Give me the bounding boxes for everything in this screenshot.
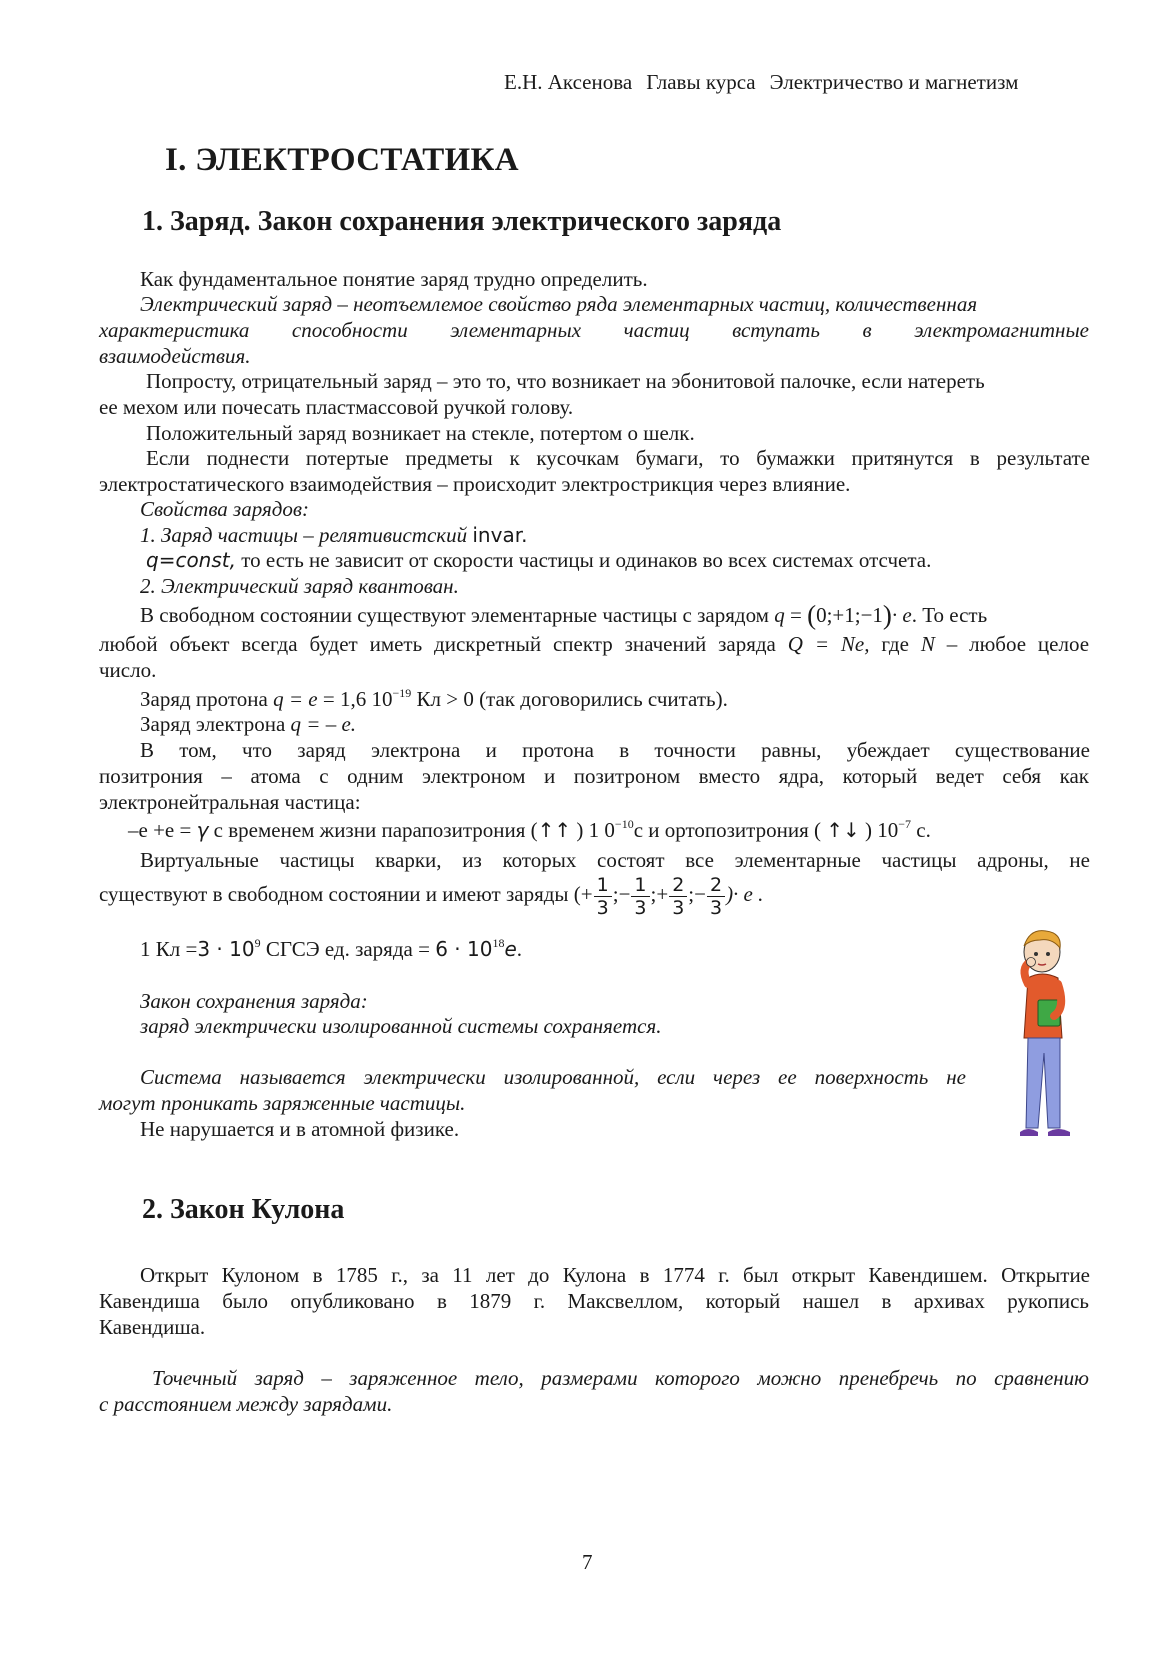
quark-charge-sign: +	[656, 882, 669, 906]
definition-line-2: характеристика способности элементарных частиц вступать в электромагнитные	[99, 318, 1089, 342]
proton-exponent: −19	[392, 686, 412, 700]
quark-charge-fraction	[594, 874, 612, 919]
quarks-line-2	[99, 870, 1089, 919]
invar-term: invar.	[472, 523, 528, 547]
spectrum-where: где	[881, 632, 909, 656]
orthopositronium-lifetime: ) 10	[865, 818, 899, 842]
section-1-title: 1. Заряд. Закон сохранения электрического заряда	[142, 206, 782, 237]
point-charge-line-1: Точечный заряд – заряженное тело, размерами которого можно пренебречь по сравнению	[152, 1366, 1089, 1390]
annihilation-reaction: –e +e =	[128, 818, 192, 842]
fraction-separator: ;	[612, 882, 619, 906]
fraction-numerator: 2	[707, 874, 725, 897]
quantization-line	[140, 602, 1090, 629]
positive-charge-text: Положительный заряд возникает на стекле, потертом о шелк.	[146, 421, 695, 445]
quark-charge-fraction	[669, 874, 687, 919]
spectrum-end: число.	[99, 658, 157, 682]
electron-formula: q = – e.	[290, 712, 357, 736]
fraction-denominator: 3	[596, 896, 609, 919]
page-number: 7	[582, 1550, 593, 1574]
quark-charges	[580, 873, 726, 919]
positronium-line-1: В том, что заряд электрона и протона в точности равны, убеждает существование	[140, 738, 1090, 762]
spectrum-formula: Q = Ne,	[787, 632, 870, 656]
isolated-system-line-1: Система называется электрически изолированной, если через ее поверхность не	[140, 1065, 966, 1089]
property-1	[140, 522, 1090, 549]
quarks-text: существуют в свободном состоянии и имеют заряды (	[99, 882, 581, 906]
header-course-title: Электричество и магнетизм	[769, 70, 1019, 94]
lifetime-unit: с.	[916, 818, 931, 842]
proton-note: Кл > 0 (так договорились считать).	[416, 687, 728, 711]
conservation-law-title: Закон сохранения заряда:	[140, 989, 368, 1013]
positronium-line-2: позитрония – атома с одним электроном и позитроном вместо ядра, который ведет себя как	[99, 764, 1089, 788]
point-charge-line-2: с расстоянием между зарядами.	[99, 1392, 393, 1416]
spectrum-line	[99, 631, 1089, 658]
annihilation-line	[128, 817, 1118, 844]
history-line-2: Кавендиша было опубликовано в 1879 г. Максвеллом, который нашел в архивах рукопись	[99, 1289, 1089, 1313]
history-line-1: Открыт Кулоном в 1785 г., за 11 лет до Кулона в 1774 г. был открыт Кавендишем. Открытие	[140, 1263, 1090, 1287]
parapositronium-lifetime: ) 1 0	[576, 818, 615, 842]
paragraph-intro: Как фундаментальное понятие заряд трудно определить.	[140, 267, 648, 291]
orthopositronium-text: с и ортопозитрония (	[633, 818, 821, 842]
running-header	[504, 70, 1018, 95]
unit-period: .	[516, 937, 522, 961]
unit-e-value: 6 · 10	[435, 937, 493, 961]
unit-e-symbol: e	[504, 937, 517, 961]
fraction-denominator: 3	[634, 896, 647, 919]
quark-charge-fraction	[631, 874, 649, 919]
negative-charge-line-2: ее мехом или почесать пластмассовой ручкой голову.	[99, 395, 574, 419]
ortho-exponent: −7	[898, 817, 912, 831]
quark-charge-fraction	[707, 874, 725, 919]
unit-cgs-value: 3 · 10	[197, 937, 255, 961]
unit-exp-18: 18	[492, 936, 505, 950]
quantization-text: В свободном состоянии существуют элементарные частицы с зарядом	[140, 603, 769, 627]
quantized-values: 0;+1;−1	[816, 603, 883, 627]
header-author: Е.Н. Аксенова	[504, 70, 633, 94]
charge-symbol: q	[774, 603, 785, 627]
definition-line-1: Электрический заряд – неотъемлемое свойство ряда элементарных частиц, количественная	[140, 292, 978, 316]
atomic-physics-note: Не нарушается и в атомной физике.	[140, 1117, 460, 1141]
fraction-separator: ;	[650, 882, 657, 906]
close-paren: )	[882, 600, 892, 630]
fraction-numerator: 2	[669, 874, 687, 897]
const-formula: q=const,	[146, 548, 236, 572]
unit-cgs-text: СГСЭ ед. заряда =	[265, 937, 430, 961]
definition-line-3: взаимодействия.	[99, 344, 251, 368]
property-1-text: 1. Заряд частицы – релятивистский	[140, 523, 468, 547]
coulomb-unit-line	[140, 936, 1090, 963]
property-2: 2. Электрический заряд квантован.	[140, 574, 459, 598]
quark-charge-sign: −	[694, 882, 706, 906]
history-line-3: Кавендиша.	[99, 1315, 206, 1339]
conservation-law-text: заряд электрически изолированной системы сохраняется.	[140, 1014, 662, 1038]
parapositronium-text: с временем жизни парапозитрония (	[213, 818, 538, 842]
para-exponent: −10	[614, 817, 634, 831]
charge-constant-line	[146, 547, 1136, 574]
electron-charge-line	[140, 711, 1090, 738]
paper-attraction-line-2: электростатического взаимодействия – происходит электрострикция через влияние.	[99, 472, 851, 496]
fraction-numerator: 1	[594, 874, 612, 897]
properties-title: Свойства зарядов:	[140, 497, 309, 521]
equals-sign: =	[789, 603, 802, 627]
unit-lhs: 1 Кл =	[140, 937, 198, 961]
fraction-numerator: 1	[631, 874, 649, 897]
parallel-spins-icon: ↑↑	[537, 818, 572, 842]
spectrum-text: любой объект всегда будет иметь дискретный спектр значений заряда	[99, 632, 776, 656]
quark-charge-sign: +	[580, 882, 593, 906]
fraction-denominator: 3	[709, 896, 723, 919]
header-course-part: Главы курса	[646, 70, 756, 94]
section-2-title: 2. Закон Кулона	[142, 1194, 345, 1225]
elementary-charge-factor: · e	[891, 603, 912, 627]
positronium-line-3: электронейтральная частица:	[99, 790, 361, 814]
const-text: то есть не зависит от скорости частицы и одинаков во всех системах отсчета.	[241, 548, 932, 572]
fraction-denominator: 3	[672, 896, 685, 919]
paper-attraction-line-1: Если поднести потертые предметы к кусочкам бумаги, то бумажки притянутся в результате	[146, 446, 1090, 470]
chapter-title: I. ЭЛЕКТРОСТАТИКА	[165, 142, 519, 178]
antiparallel-spins-icon: ↑↓	[826, 818, 860, 842]
proton-charge-line	[140, 686, 1090, 713]
negative-charge-line-1: Попросту, отрицательный заряд – это то, что возникает на эбонитовой палочке, если натереть	[146, 369, 985, 393]
proton-value: = 1,6 10	[322, 687, 393, 711]
electron-label: Заряд электрона	[140, 712, 286, 736]
spectrum-tail: – любое целое	[946, 632, 1090, 656]
unit-exp-9: 9	[254, 936, 261, 950]
gamma-symbol: γ	[196, 818, 209, 842]
open-paren: (	[807, 600, 817, 630]
spectrum-n: N	[920, 632, 935, 656]
quark-charges-end: )· e .	[726, 882, 764, 906]
fraction-separator: ;	[688, 882, 695, 906]
isolated-system-line-2: могут проникать заряженные частицы.	[99, 1091, 466, 1115]
thinking-boy-illustration	[1000, 928, 1084, 1158]
proton-label: Заряд протона	[140, 687, 268, 711]
quarks-line-1: Виртуальные частицы кварки, из которых состоят все элементарные частицы адроны, не	[140, 848, 1090, 872]
quantization-tail: . То есть	[911, 603, 988, 627]
proton-formula: q = e	[273, 687, 318, 711]
quark-charge-sign: −	[618, 882, 631, 906]
